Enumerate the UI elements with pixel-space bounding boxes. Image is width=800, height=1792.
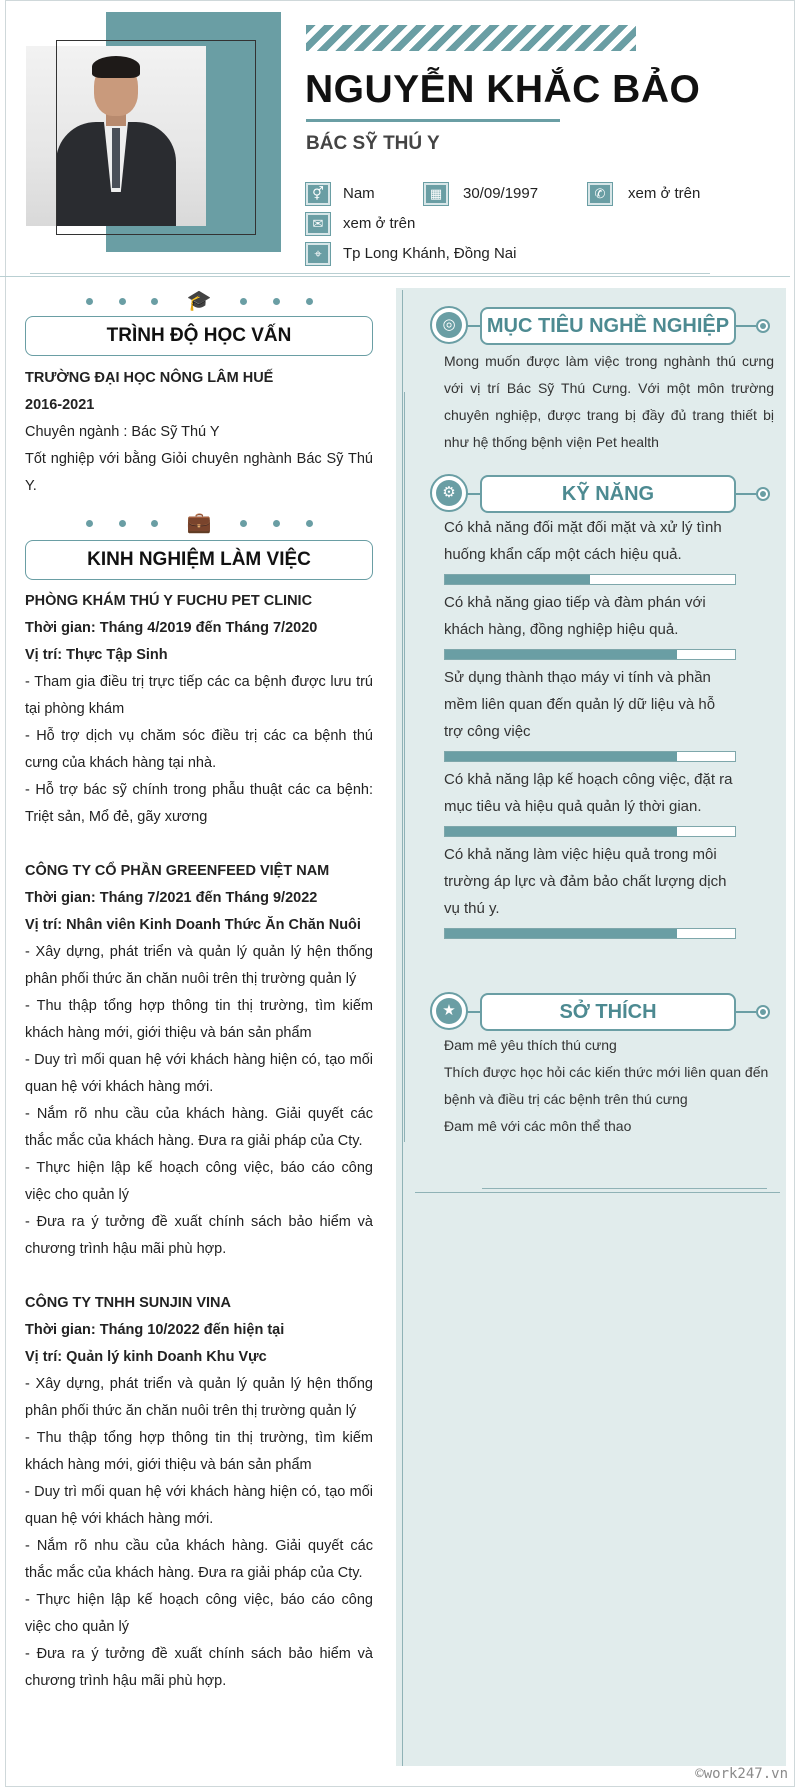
objective-circle [430,306,468,344]
education-title: TRÌNH ĐỘ HỌC VẤN [25,316,373,356]
gender-value: Nam [343,185,375,202]
skills-end-dot [756,487,770,501]
job-task: - Hỗ trợ dịch vụ chăm sóc điều trị các ca bệnh thú cưng của khách hàng tại nhà. [25,728,373,771]
education-period: 2016-2021 [25,397,95,413]
star-icon: ★ [436,998,462,1024]
header-divider [0,276,790,277]
job-position: Vị trí: Quản lý kinh Doanh Khu Vực [25,1349,267,1365]
right-panel-edge [402,290,403,1766]
job-entry [25,588,373,831]
hobbies-divider-short [482,1188,767,1189]
decorative-stripes [306,25,636,51]
hobby-item: Đam mê với các môn thể thao [444,1118,632,1134]
phone-value: xem ở trên [628,185,701,202]
watermark: ©work247.vn [695,1766,788,1782]
location-icon: ⌖ [306,243,330,265]
experience-title: KINH NGHIỆM LÀM VIỆC [25,540,373,580]
job-company: CÔNG TY TNHH SUNJIN VINA [25,1295,231,1311]
job-task: - Thực hiện lập kế hoạch công việc, báo cáo công việc cho quản lý [25,1592,373,1635]
hobbies-end-dot [756,1005,770,1019]
name-underline [306,119,560,122]
skill-text: Có khả năng đối mặt đối mặt và xử lý tình huống khẩn cấp một cách hiệu quả. [444,519,722,563]
job-task: - Duy trì mối quan hệ với khách hàng hiện có, tạo mối quan hệ với khách hàng mới. [25,1484,373,1527]
email-icon: ✉ [306,213,330,235]
gear-icon: ⚙ [436,480,462,506]
skill-bar [444,928,736,939]
job-task: - Đưa ra ý tưởng đề xuất chính sách bảo hiểm và chương trình hậu mãi phù hợp. [25,1214,373,1257]
job-position: Vị trí: Thực Tập Sinh [25,647,168,663]
hobby-item: Đam mê yêu thích thú cưng [444,1037,617,1053]
graduation-cap-icon: 🎓 [186,290,212,312]
skill-bar [444,649,736,660]
hobbies-divider [415,1192,780,1193]
job-task: - Hỗ trợ bác sỹ chính trong phẫu thuật các ca bệnh: Triệt sản, Mổ đẻ, gãy xương [25,782,373,825]
gender-icon: ⚥ [306,183,330,205]
skill-text: Có khả năng làm việc hiệu quả trong môi trường áp lực và đảm bảo chất lượng dịch vụ thú y. [444,846,727,917]
skill-text: Có khả năng giao tiếp và đàm phán với khách hàng, đồng nghiệp hiệu quả. [444,594,706,638]
job-task: - Nắm rõ nhu cầu của khách hàng. Giải quyết các thắc mắc của khách hàng. Đưa ra giải pháp của Cty. [25,1538,373,1581]
skill-text: Có khả năng lập kế hoạch công việc, đặt ra mục tiêu và hiệu quả quản lý thời gian. [444,771,733,815]
job-time: Thời gian: Tháng 4/2019 đến Tháng 7/2020 [25,620,318,636]
education-description: Tốt nghiệp với bằng Giỏi chuyên nghành Bác Sỹ Thú Y. [25,451,373,494]
header-divider-inner [30,273,710,274]
job-task: - Xây dựng, phát triển và quản lý quản lý hện thống phân phối thức ăn chăn nuôi trên thị trường quản lý [25,944,373,987]
education-major: Chuyên ngành : Bác Sỹ Thú Y [25,424,220,440]
skill-text: Sử dụng thành thạo máy vi tính và phần mềm liên quan đến quản lý dữ liệu và hỗ trợ công việc [444,669,716,740]
job-company: CÔNG TY CỔ PHẦN GREENFEED VIỆT NAM [25,863,330,879]
job-time: Thời gian: Tháng 10/2022 đến hiện tại [25,1322,285,1338]
job-title: BÁC SỸ THÚ Y [306,133,440,154]
objective-title: MỤC TIÊU NGHỀ NGHIỆP [480,307,736,345]
objective-end-dot [756,319,770,333]
email-value: xem ở trên [343,215,416,232]
candidate-name: NGUYỄN KHẮC BẢO [305,68,701,111]
calendar-icon: ▦ [424,183,448,205]
job-task: - Thu thập tổng hợp thông tin thị trường, tìm kiếm khách hàng mới, giới thiệu và bán sản phẩm [25,998,373,1041]
job-task: - Xây dựng, phát triển và quản lý quản lý hện thống phân phối thức ăn chăn nuôi trên thị trường quản lý [25,1376,373,1419]
skills-title: KỸ NĂNG [480,475,736,513]
job-entry [25,858,373,1263]
phone-icon: ✆ [588,183,612,205]
birthday-value: 30/09/1997 [463,185,539,202]
hobbies-title: SỞ THÍCH [480,993,736,1031]
target-icon: ◎ [436,312,462,338]
right-panel-rule [404,392,405,1142]
skill-bar [444,826,736,837]
skills-circle [430,474,468,512]
school-name: TRƯỜNG ĐẠI HỌC NÔNG LÂM HUẾ [25,370,274,386]
job-task: - Thực hiện lập kế hoạch công việc, báo cáo công việc cho quản lý [25,1160,373,1203]
photo-frame [56,40,256,235]
job-company: PHÒNG KHÁM THÚ Y FUCHU PET CLINIC [25,593,313,609]
job-task: - Tham gia điều trị trực tiếp các ca bệnh được lưu trú tại phòng khám [25,674,373,717]
job-position: Vị trí: Nhân viên Kinh Doanh Thức Ăn Chăn Nuôi [25,917,361,933]
objective-text: Mong muốn được làm việc trong nghành thú cưng với vị trí Bác Sỹ Thú Cưng. Với một môn trường chuyên nghiệp, được trang bị đầy đủ trang thiết bị như hệ thống bệnh viện Pet health [444,353,774,450]
job-task: - Duy trì mối quan hệ với khách hàng hiện có, tạo mối quan hệ với khách hàng mới. [25,1052,373,1095]
job-task: - Nắm rõ nhu cầu của khách hàng. Giải quyết các thắc mắc của khách hàng. Đưa ra giải pháp của Cty. [25,1106,373,1149]
job-time: Thời gian: Tháng 7/2021 đến Tháng 9/2022 [25,890,318,906]
job-task: - Đưa ra ý tưởng đề xuất chính sách bảo hiểm và chương trình hậu mãi phù hợp. [25,1646,373,1689]
address-value: Tp Long Khánh, Đồng Nai [343,245,517,262]
hobbies-circle [430,992,468,1030]
education-content [25,365,373,500]
hobby-item: Thích được học hỏi các kiến thức mới liên quan đến bệnh và điều trị các bệnh trên thú cưng [444,1064,769,1107]
skill-bar [444,751,736,762]
job-task: - Thu thập tổng hợp thông tin thị trường, tìm kiếm khách hàng mới, giới thiệu và bán sản phẩm [25,1430,373,1473]
job-entry [25,1290,373,1695]
skill-bar [444,574,736,585]
briefcase-icon: 💼 [186,512,212,534]
